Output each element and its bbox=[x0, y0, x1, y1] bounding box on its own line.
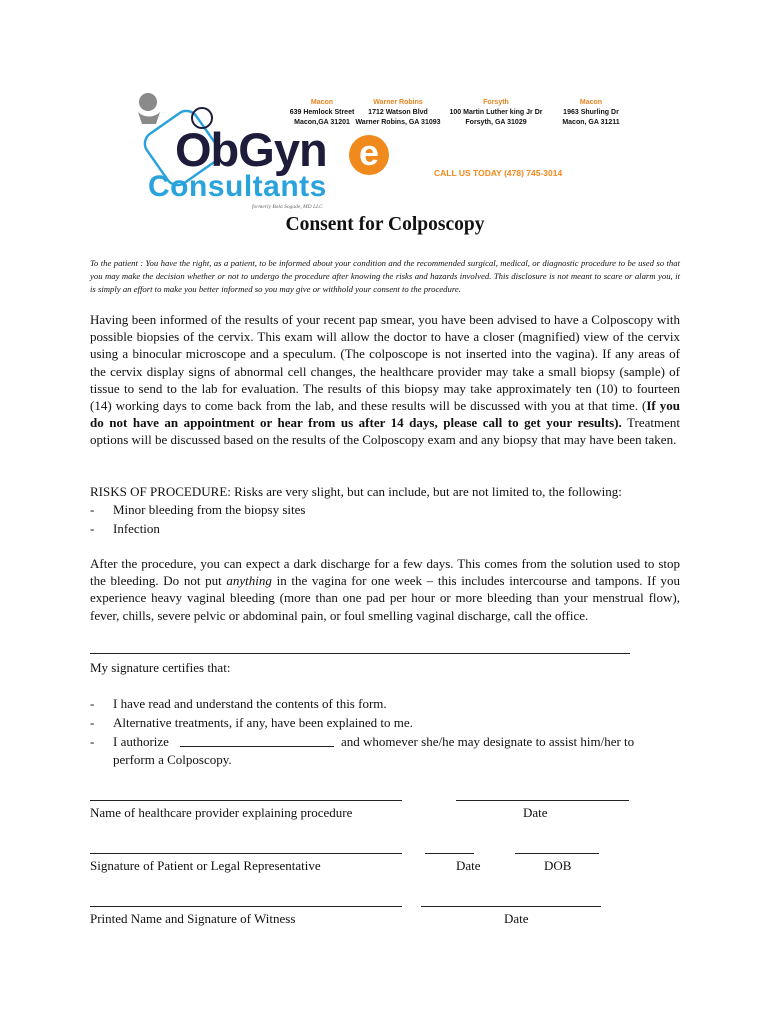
provider-date-field[interactable] bbox=[456, 800, 629, 801]
logo-obgyn-text: ObGyn bbox=[175, 123, 327, 176]
risk-item: Minor bleeding from the biopsy sites bbox=[113, 502, 306, 517]
treatment-text: Treatment options will be discussed based on the results of the Colposcopy exam and any biopsy that may have been taken. bbox=[90, 415, 680, 448]
patient-dob-field[interactable] bbox=[515, 853, 599, 854]
dash-marker: - bbox=[90, 521, 95, 536]
certifies-heading: My signature certifies that: bbox=[90, 660, 231, 675]
logo-body-shape bbox=[138, 112, 160, 124]
dash-marker: - bbox=[90, 502, 95, 517]
cert-item: I have read and understand the contents of this form. bbox=[113, 696, 387, 711]
page-title: Consent for Colposcopy bbox=[285, 214, 485, 235]
results-callout: If you do not have an appointment or hear from us after 14 days, please call to get your results). bbox=[90, 398, 680, 431]
witness-date-label: Date bbox=[504, 911, 529, 926]
witness-signature-field[interactable] bbox=[90, 906, 402, 907]
patient-rights-intro: To the patient : You have the right, as a patient, to be informed about your condition and the recommended surgical, medical, or diagnostic procedure to be used so that you may make the decision whether or not to undergo the procedure after knowing the risks and hazards involved. This disclosure is not meant to scare or alarm you, it is simply an effort to make you better informed so you may give or withhold your consent to the procedure. bbox=[90, 258, 680, 294]
patient-label: Signature of Patient or Legal Representative bbox=[90, 858, 321, 873]
location-macon-2 bbox=[531, 98, 651, 128]
dash-marker: - bbox=[90, 734, 95, 749]
location-citystate: Macon, GA 31211 bbox=[562, 119, 620, 126]
authorize-label: I authorize bbox=[113, 734, 169, 749]
aftercare-emphasis: anything bbox=[226, 573, 272, 589]
patient-date-label: Date bbox=[456, 858, 481, 873]
provider-date-label: Date bbox=[523, 805, 548, 820]
witness-date-field[interactable] bbox=[421, 906, 601, 907]
authorize-text-2: perform a Colposcopy. bbox=[113, 752, 232, 767]
location-street: 1712 Watson Blvd bbox=[368, 109, 428, 116]
patient-date-field[interactable] bbox=[425, 853, 474, 854]
authorized-provider-field[interactable] bbox=[180, 746, 334, 747]
location-city: Macon bbox=[579, 99, 603, 106]
cert-item: Alternative treatments, if any, have been explained to me. bbox=[113, 715, 413, 730]
location-citystate: Macon,GA 31201 bbox=[294, 119, 350, 126]
patient-dob-label: DOB bbox=[544, 858, 572, 873]
logo-consultants-text: Consultants bbox=[148, 170, 327, 203]
call-us-phone: CALL US TODAY (478) 745-3014 bbox=[434, 168, 563, 178]
procedure-description bbox=[90, 311, 680, 449]
provider-label: Name of healthcare provider explaining procedure bbox=[90, 805, 353, 820]
location-street: 100 Martin Luther king Jr Dr bbox=[449, 109, 543, 116]
authorize-text: and whomever she/he may designate to assist him/her to bbox=[341, 734, 635, 749]
logo-head-shape bbox=[139, 93, 157, 111]
dash-marker: - bbox=[90, 696, 95, 711]
aftercare-paragraph bbox=[90, 555, 680, 624]
logo-e-badge: e bbox=[349, 135, 389, 175]
aftercare-text-2: in the vagina for one week – this includes intercourse and tampons. If you experience heavy vaginal bleeding (more than one pad per hour or more bleeding than your menstrual flow), fever, chills, severe pelvic or abdominal pain, or foul smelling vaginal discharge, call the office. bbox=[90, 573, 680, 623]
location-city: Forsyth bbox=[483, 99, 509, 106]
location-citystate: Forsyth, GA 31029 bbox=[465, 119, 527, 126]
location-street: 1963 Shurling Dr bbox=[563, 109, 619, 116]
location-city: Warner Robins bbox=[373, 99, 423, 106]
patient-signature-field[interactable] bbox=[90, 853, 402, 854]
procedure-text: Having been informed of the results of your recent pap smear, you have been advised to have a Colposcopy with possible biopsies of the cervix. This exam will allow the doctor to have a closer (magnified) view of the cervix using a binocular microscope and a speculum. (The colposcope is not inserted into the vagina). If any areas of the cervix display signs of abnormal cell changes, the healthcare provider may take a small biopsy (sample) of tissue to send to the lab for evaluation. The results of this biopsy may take approximately ten (10) to fourteen (14) working days to come back from the lab, and these results will be discussed with you at that time. ( bbox=[90, 312, 680, 414]
section-divider bbox=[90, 653, 630, 654]
risks-heading: RISKS OF PROCEDURE: Risks are very slight, but can include, but are not limited to, the following: bbox=[90, 484, 622, 499]
location-city: Macon bbox=[310, 99, 334, 106]
formerly-note: formerly Bola Sogade, MD LLC bbox=[252, 204, 323, 210]
location-street: 639 Hemlock Street bbox=[289, 109, 355, 116]
witness-label: Printed Name and Signature of Witness bbox=[90, 911, 296, 926]
risk-item: Infection bbox=[113, 521, 160, 536]
aftercare-text: After the procedure, you can expect a dark discharge for a few days. This comes from the solution used to stop the bleeding. Do not put bbox=[90, 556, 680, 589]
location-citystate: Warner Robins, GA 31093 bbox=[355, 119, 441, 126]
provider-name-field[interactable] bbox=[90, 800, 402, 801]
dash-marker: - bbox=[90, 715, 95, 730]
